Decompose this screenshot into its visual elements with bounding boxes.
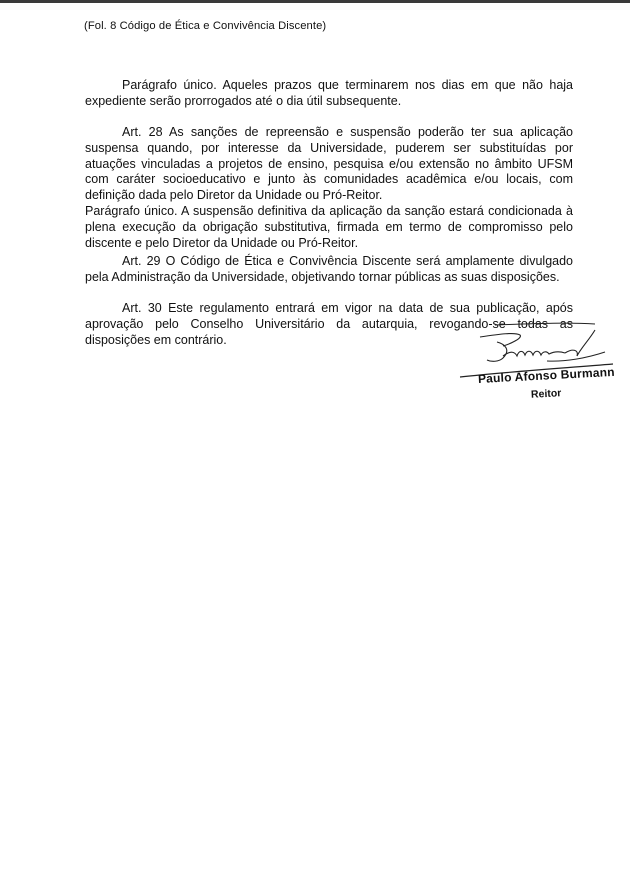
signatory-name: Paulo Afonso Burmann — [477, 364, 616, 386]
folio-header: (Fol. 8 Código de Ética e Convivência Discente) — [84, 20, 327, 32]
signatory-title: Reitor — [530, 387, 562, 401]
article-30: Art. 30 Este regulamento entrará em vigor na data de sua publicação, após aprovação pelo Conselho Universitário da autarquia, revogando-se todas as disposições em contrário. — [85, 301, 573, 347]
article-28-paragraph-unico: Parágrafo único. A suspensão definitiva da aplicação da sanção estará condicionada à plena execução da obrigação substitutiva, firmada em termo de compromisso pelo discente e pelo Diretor da Unidade ou Pró-Reitor. — [85, 203, 573, 250]
paragraph-block-art29 — [85, 254, 573, 286]
page-top-edge — [0, 0, 630, 3]
signature-block — [455, 320, 625, 410]
article-29: Art. 29 O Código de Ética e Convivência Discente será amplamente divulgado pela Administração da Universidade, objetivando tornar públicas as suas disposições. — [85, 254, 573, 284]
paragraph-unico-prazos: Parágrafo único. Aqueles prazos que terminarem nos dias em que não haja expediente serão prorrogados até o dia útil subsequente. — [85, 78, 573, 108]
article-28: Art. 28 As sanções de repreensão e suspensão poderão ter sua aplicação suspensa quando, por interesse da Universidade, puderem ser substituídas por atuações vinculadas a projetos de ensino, pesquisa e/ou extensão no âmbito UFSM com caráter socioeducativo e junto às comunidades acadêmica e/ou locais, com definição dada pelo Diretor da Unidade ou Pró-Reitor. — [85, 125, 573, 203]
paragraph-block-art28 — [85, 125, 573, 251]
paragraph-block-1 — [85, 78, 573, 110]
